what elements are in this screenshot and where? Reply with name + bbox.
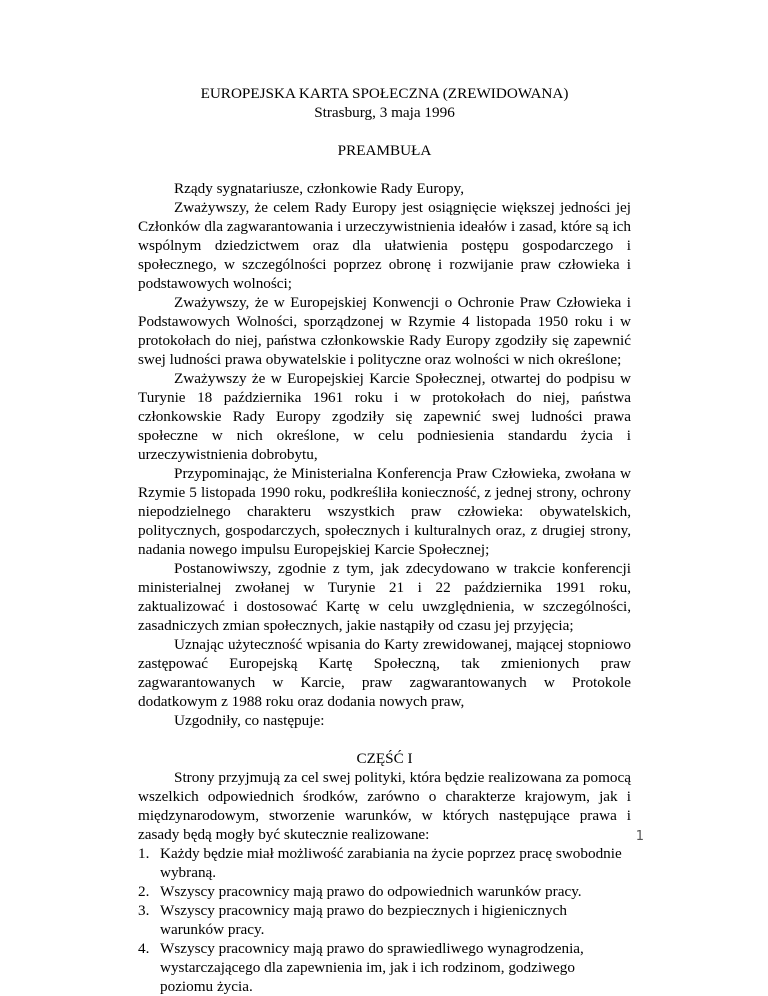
list-item-number: 3. bbox=[138, 902, 150, 919]
preamble-paragraph: Postanowiwszy, zgodnie z tym, jak zdecydowano w trakcie konferencji ministerialnej zwołanej w Turynie 21 i 22 października 1991 roku, zaktualizować i dostosować Kartę w celu uwzględnienia, w szczególności, zasadniczych zmian społecznych, jakie nastąpiły od czasu jej przyjęcia; bbox=[138, 560, 631, 634]
preamble-paragraph: Uzgodniły, co następuje: bbox=[174, 712, 325, 729]
part1-heading: CZĘŚĆ I bbox=[356, 750, 413, 767]
page-number: 1 bbox=[635, 829, 644, 844]
document-title: EUROPEJSKA KARTA SPOŁECZNA (ZREWIDOWANA) bbox=[200, 85, 569, 102]
list-item bbox=[138, 901, 631, 939]
part1-intro: Strony przyjmują za cel swej polityki, która będzie realizowana za pomocą wszelkich odpowiednich środków, zarówno o charakterze krajowym, jak i międzynarodowym, stworzenie warunków, w których następujące prawa i zasady będą mogły być skutecznie realizowane: bbox=[138, 769, 631, 843]
list-item-text: Wszyscy pracownicy mają prawo do bezpiecznych i higienicznych warunków pracy. bbox=[160, 902, 567, 938]
preamble-heading: PREAMBUŁA bbox=[337, 142, 432, 159]
preamble-paragraph: Zważywszy, że w Europejskiej Konwencji o Ochronie Praw Człowieka i Podstawowych Wolności, sporządzonej w Rzymie 4 listopada 1950 roku i w protokołach do niej, państwa członkowskie Rady Europy zgodziły się zapewnić swej ludności prawa obywatelskie i polityczne oraz wolności w nich określone; bbox=[138, 294, 631, 368]
list-item-number: 4. bbox=[138, 940, 150, 957]
document-page bbox=[138, 84, 631, 996]
list-item-text: Wszyscy pracownicy mają prawo do sprawiedliwego wynagrodzenia, wystarczającego dla zapewnienia im, jak i ich rodzinom, godziwego poziomu życia. bbox=[160, 940, 584, 995]
document-subtitle: Strasburg, 3 maja 1996 bbox=[314, 104, 455, 121]
preamble-paragraph: Przypominając, że Ministerialna Konferencja Praw Człowieka, zwołana w Rzymie 5 listopada 1990 roku, podkreśliła konieczność, z jednej strony, ochrony niepodzielnego charakteru wszystkich praw człowieka: obywatelskich, politycznych, gospodarczych, społecznych i kulturalnych oraz, z drugiej strony, nadania nowego impulsu Europejskiej Karcie Społecznej; bbox=[138, 465, 631, 558]
list-item bbox=[138, 939, 631, 996]
list-item-text: Wszyscy pracownicy mają prawo do odpowiednich warunków pracy. bbox=[160, 883, 582, 900]
list-item bbox=[138, 844, 631, 882]
list-item-number: 1. bbox=[138, 845, 150, 862]
list-item bbox=[138, 882, 631, 901]
preamble-paragraph: Rządy sygnatariusze, członkowie Rady Europy, bbox=[174, 180, 465, 197]
preamble-paragraph: Zważywszy, że celem Rady Europy jest osiągnięcie większej jedności jej Członków dla zagwarantowania i urzeczywistnienia ideałów i zasad, które są ich wspólnym dziedzictwem oraz dla ułatwienia postępu gospodarczego i społecznego, w szczególności poprzez obronę i rozwijanie praw człowieka i podstawowych wolności; bbox=[138, 199, 631, 292]
preamble-paragraph: Uznając użyteczność wpisania do Karty zrewidowanej, mającej stopniowo zastępować Europejską Kartę Społeczną, tak zmienionych praw zagwarantowanych w Karcie, praw zagwarantowanych w Protokole dodatkowym z 1988 roku oraz dodania nowych praw, bbox=[138, 636, 631, 710]
list-item-number: 2. bbox=[138, 883, 150, 900]
part1-list bbox=[138, 844, 631, 996]
preamble-paragraph: Zważywszy że w Europejskiej Karcie Społecznej, otwartej do podpisu w Turynie 18 października 1961 roku i w protokołach do niej, państwa członkowskie Rady Europy zgodziły się zapewnić swej ludności prawa społeczne w nich określone, w celu podniesienia standardu życia i urzeczywistnienia dobrobytu, bbox=[138, 370, 631, 463]
list-item-text: Każdy będzie miał możliwość zarabiania na życie poprzez pracę swobodnie wybraną. bbox=[160, 845, 622, 881]
